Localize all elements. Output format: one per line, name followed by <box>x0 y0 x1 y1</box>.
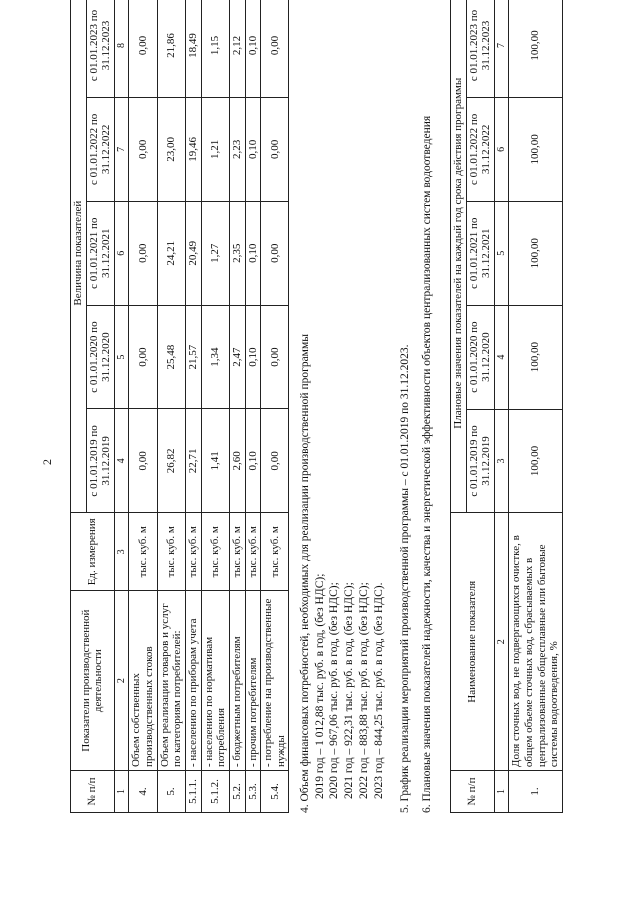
production-indicators-table <box>70 0 289 813</box>
table1-column-numbers <box>114 0 129 813</box>
row-name: - населению по приборам учета <box>185 591 201 771</box>
row-value: 0,00 <box>261 201 289 305</box>
table2-header-row <box>451 0 467 813</box>
col-number: 6 <box>114 201 129 305</box>
header-period: с 01.01.2023 по 31.12.2023 <box>466 0 494 97</box>
col-number: 5 <box>494 201 509 305</box>
row-value: 0,00 <box>261 0 289 97</box>
row-value: 1,27 <box>201 201 229 305</box>
table2-column-numbers <box>494 0 509 813</box>
row-value: 2,12 <box>229 0 245 97</box>
row-value: 20,49 <box>185 201 201 305</box>
section4-line: 2021 год – 922,31 тыс. руб. в год, (без НДС); <box>343 582 356 799</box>
row-value: 0,00 <box>261 409 289 513</box>
row-value: 24,21 <box>157 201 185 305</box>
col-number: 3 <box>114 513 129 591</box>
row-value: 100,00 <box>509 305 563 409</box>
col-number: 5 <box>114 305 129 409</box>
row-value: 1,34 <box>201 305 229 409</box>
row-num: 4. <box>129 771 157 813</box>
col-number: 1 <box>114 771 129 813</box>
col-number: 4 <box>114 409 129 513</box>
table-row <box>509 0 563 813</box>
row-value: 1,15 <box>201 0 229 97</box>
row-unit: тыс. куб. м <box>229 513 245 591</box>
section4-line: 2023 год – 844,25 тыс. руб. в год, (без НДС). <box>372 582 385 799</box>
row-num: 5.1.2. <box>201 771 229 813</box>
header-name: Наименование показателя <box>451 513 495 771</box>
row-unit: тыс. куб. м <box>201 513 229 591</box>
header-period: с 01.01.2020 по 31.12.2020 <box>466 305 494 409</box>
table-row <box>245 0 261 813</box>
row-value: 0,00 <box>129 0 157 97</box>
header-period: с 01.01.2021 по 31.12.2021 <box>466 201 494 305</box>
row-name: Объем реализации товаров и услуг по категориям потребителей: <box>157 591 185 771</box>
row-name: Доля сточных вод, не подвергающихся очистке, в общем объеме сточных вод, сбрасываемых в централизованные общесплавные или бытовые системы водоотведения, % <box>509 513 563 771</box>
row-value: 25,48 <box>157 305 185 409</box>
col-number: 3 <box>494 409 509 513</box>
row-num: 1. <box>509 771 563 813</box>
row-value: 100,00 <box>509 201 563 305</box>
col-number: 6 <box>494 97 509 201</box>
table-row <box>261 0 289 813</box>
row-value: 100,00 <box>509 0 563 97</box>
row-unit: тыс. куб. м <box>185 513 201 591</box>
row-value: 100,00 <box>509 97 563 201</box>
row-value: 100,00 <box>509 409 563 513</box>
header-indicator: Показатели производственной деятельности <box>71 591 115 771</box>
row-num: 5. <box>157 771 185 813</box>
row-name: Объем собственных производственных стоков <box>129 591 157 771</box>
row-value: 2,60 <box>229 409 245 513</box>
row-value: 0,00 <box>129 201 157 305</box>
section4-line: 2019 год – 1 012,88 тыс. руб. в год, (без НДС); <box>313 573 326 799</box>
row-unit: тыс. куб. м <box>245 513 261 591</box>
schedule-section: 5. График реализации мероприятий производственной программы – с 01.01.2019 по 31.12.2023. <box>399 344 411 813</box>
row-value: 1,21 <box>201 97 229 201</box>
row-num: 5.2. <box>229 771 245 813</box>
col-number: 7 <box>114 97 129 201</box>
row-value: 26,82 <box>157 409 185 513</box>
table-row <box>129 0 157 813</box>
header-period: с 01.01.2022 по 31.12.2022 <box>86 97 114 201</box>
row-name: - потребление на производственные нужды <box>261 591 289 771</box>
row-num: 5.3. <box>245 771 261 813</box>
row-value: 1,41 <box>201 409 229 513</box>
row-value: 2,47 <box>229 305 245 409</box>
table-row <box>157 0 185 813</box>
header-num: № п/п <box>71 771 115 813</box>
col-number: 1 <box>494 771 509 813</box>
row-value: 2,23 <box>229 97 245 201</box>
table1-header-row <box>71 0 87 813</box>
col-number: 4 <box>494 305 509 409</box>
row-value: 23,00 <box>157 97 185 201</box>
row-name: - населению по нормативам потребления <box>201 591 229 771</box>
row-value: 0,10 <box>245 201 261 305</box>
row-name: - бюджетным потребителям <box>229 591 245 771</box>
header-unit: Ед. измерения <box>71 513 115 591</box>
col-number: 8 <box>114 0 129 97</box>
row-name: - прочим потребителям <box>245 591 261 771</box>
row-value: 0,00 <box>129 305 157 409</box>
header-values-group: Величина показателей <box>71 0 87 513</box>
row-num: 5.4. <box>261 771 289 813</box>
header-period: с 01.01.2023 по 31.12.2023 <box>86 0 114 97</box>
planned-indicators-table <box>450 0 563 813</box>
row-value: 0,10 <box>245 97 261 201</box>
row-unit: тыс. куб. м <box>261 513 289 591</box>
row-value: 19,46 <box>185 97 201 201</box>
table-row <box>229 0 245 813</box>
row-value: 0,00 <box>261 305 289 409</box>
header-group: Плановые значения показателей на каждый год срока действия программы <box>451 0 467 513</box>
table-row <box>201 0 229 813</box>
header-period: с 01.01.2019 по 31.12.2019 <box>86 409 114 513</box>
row-value: 0,00 <box>129 97 157 201</box>
row-value: 0,10 <box>245 0 261 97</box>
row-value: 0,00 <box>261 97 289 201</box>
financial-needs-section <box>298 133 386 813</box>
row-unit: тыс. куб. м <box>157 513 185 591</box>
row-value: 18,49 <box>185 0 201 97</box>
row-value: 22,71 <box>185 409 201 513</box>
row-value: 0,10 <box>245 409 261 513</box>
table-row <box>185 0 201 813</box>
row-value: 21,57 <box>185 305 201 409</box>
row-value: 0,00 <box>129 409 157 513</box>
col-number: 2 <box>494 513 509 771</box>
row-value: 21,86 <box>157 0 185 97</box>
indicators-section-heading: 6. Плановые значения показателей надежности, качества и энергетической эффективности объектов централизованных систем водоотведения <box>421 115 433 813</box>
row-unit: тыс. куб. м <box>129 513 157 591</box>
header-period: с 01.01.2019 по 31.12.2019 <box>466 409 494 513</box>
col-number: 2 <box>114 591 129 771</box>
row-value: 0,10 <box>245 305 261 409</box>
page-number: 2 <box>40 459 54 465</box>
section4-line: 2020 год – 967,06 тыс. руб. в год, (без НДС); <box>328 582 341 799</box>
header-num: № п/п <box>451 771 495 813</box>
section4-heading: 4. Объем финансовых потребностей, необходимых для реализации производственной программы <box>299 334 311 813</box>
row-value: 2,35 <box>229 201 245 305</box>
section4-line: 2022 год – 883,88 тыс. руб. в год, (без НДС); <box>357 582 370 799</box>
header-period: с 01.01.2020 по 31.12.2020 <box>86 305 114 409</box>
row-num: 5.1.1. <box>185 771 201 813</box>
header-period: с 01.01.2022 по 31.12.2022 <box>466 97 494 201</box>
header-period: с 01.01.2021 по 31.12.2021 <box>86 201 114 305</box>
col-number: 7 <box>494 0 509 97</box>
